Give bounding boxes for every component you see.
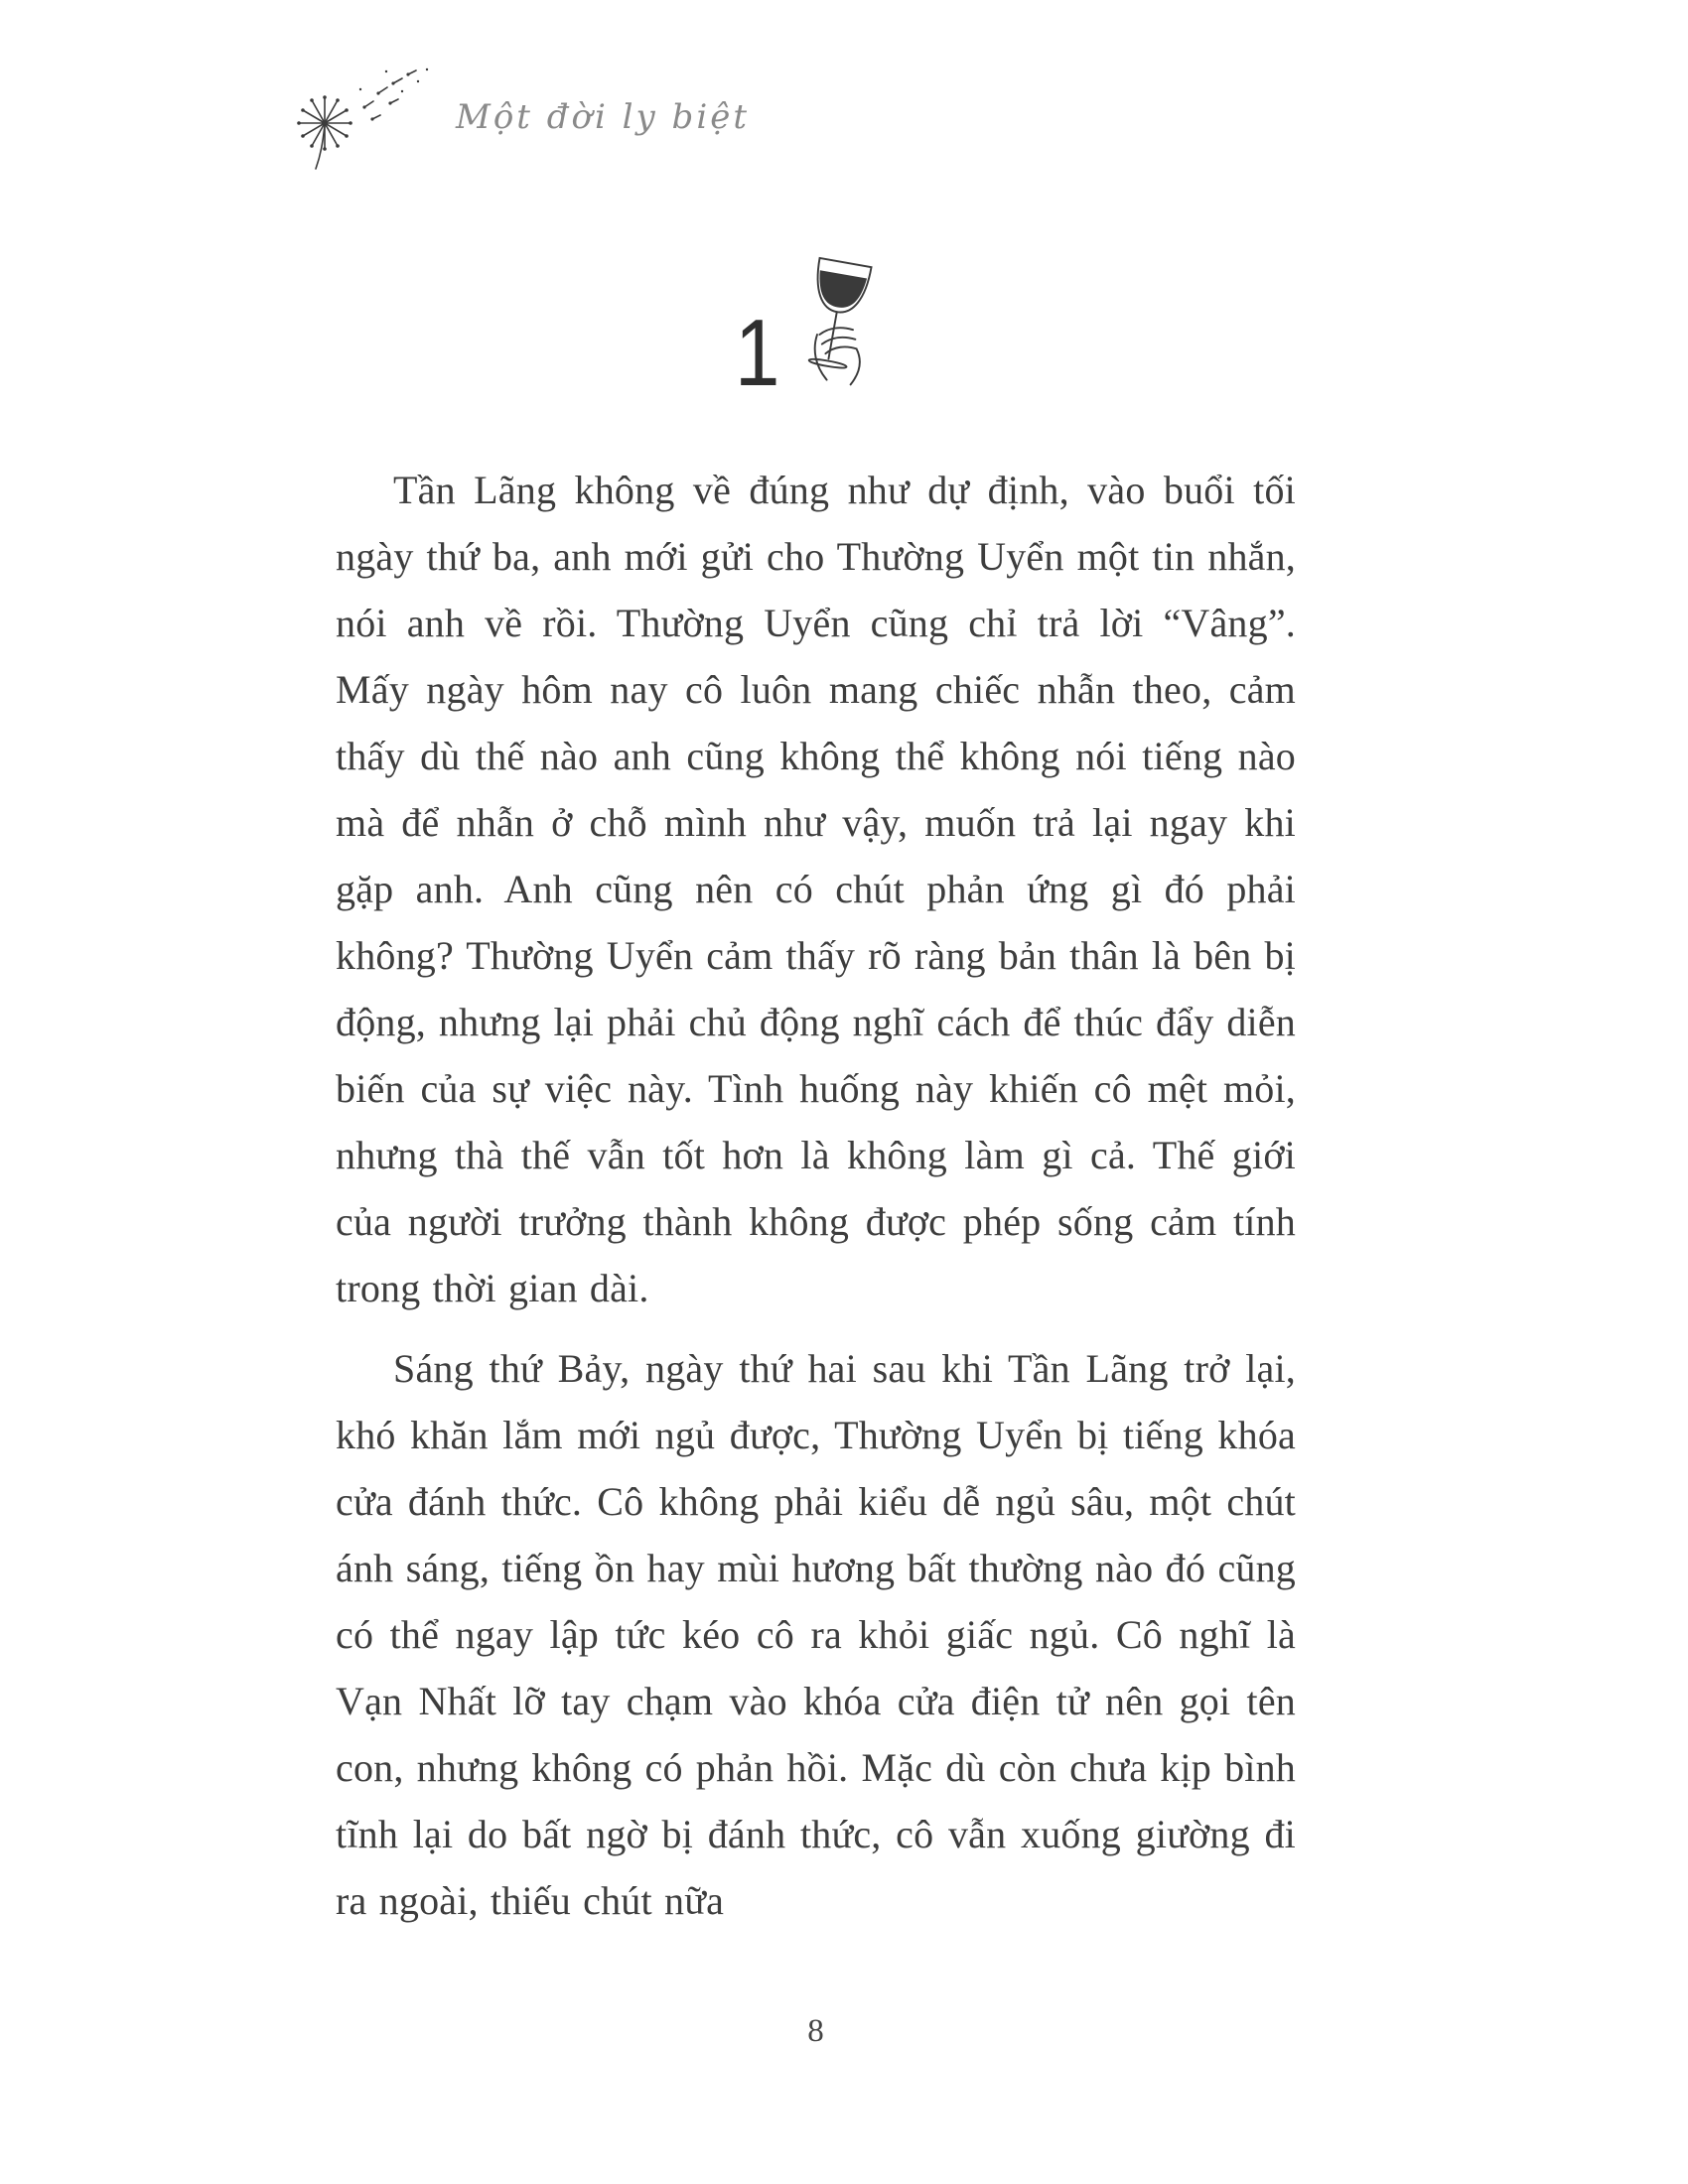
page-header <box>293 62 750 179</box>
paragraph-2: Sáng thứ Bảy, ngày thứ hai sau khi Tần Lãng trở lại, khó khăn lắm mới ngủ được, Thường Uyển bị tiếng khóa cửa đánh thức. Cô không phải kiểu dễ ngủ sâu, một chút ánh sáng, tiếng ồn hay mùi hương bất thường nào đó cũng có thể ngay lập tức kéo cô ra khỏi giấc ngủ. Cô nghĩ là Vạn Nhất lỡ tay chạm vào khóa cửa điện tử nên gọi tên con, nhưng không có phản hồi. Mặc dù còn chưa kịp bình tĩnh lại do bất ngờ bị đánh thức, cô vẫn xuống giường đi ra ngoài, thiếu chút nữa <box>336 1346 1296 1923</box>
book-title: Một đời ly biệt <box>456 97 750 137</box>
wine-glass-icon <box>793 250 901 407</box>
chapter-heading <box>336 248 1296 407</box>
body-text <box>336 457 1296 1934</box>
paragraph-1: Tần Lãng không về đúng như dự định, vào buổi tối ngày thứ ba, anh mới gửi cho Thường Uyển một tin nhắn, nói anh về rồi. Thường Uyển cũng chỉ trả lời “Vâng”. Mấy ngày hôm nay cô luôn mang chiếc nhẫn theo, cảm thấy dù thế nào anh cũng không thể không nói tiếng nào mà để nhẫn ở chỗ mình như vậy, muốn trả lại ngay khi gặp anh. Anh cũng nên có chút phản ứng gì đó phải không? Thường Uyển cảm thấy rõ ràng bản thân là bên bị động, nhưng lại phải chủ động nghĩ cách để thúc đẩy diễn biến của sự việc này. Tình huống này khiến cô mệt mỏi, nhưng thà thế vẫn tốt hơn là không làm gì cả. Thế giới của người trưởng thành không được phép sống cảm tính trong thời gian dài. <box>336 468 1296 1310</box>
chapter-number: 1 <box>734 300 780 406</box>
dandelion-icon <box>293 62 442 179</box>
page-number: 8 <box>807 2013 824 2049</box>
